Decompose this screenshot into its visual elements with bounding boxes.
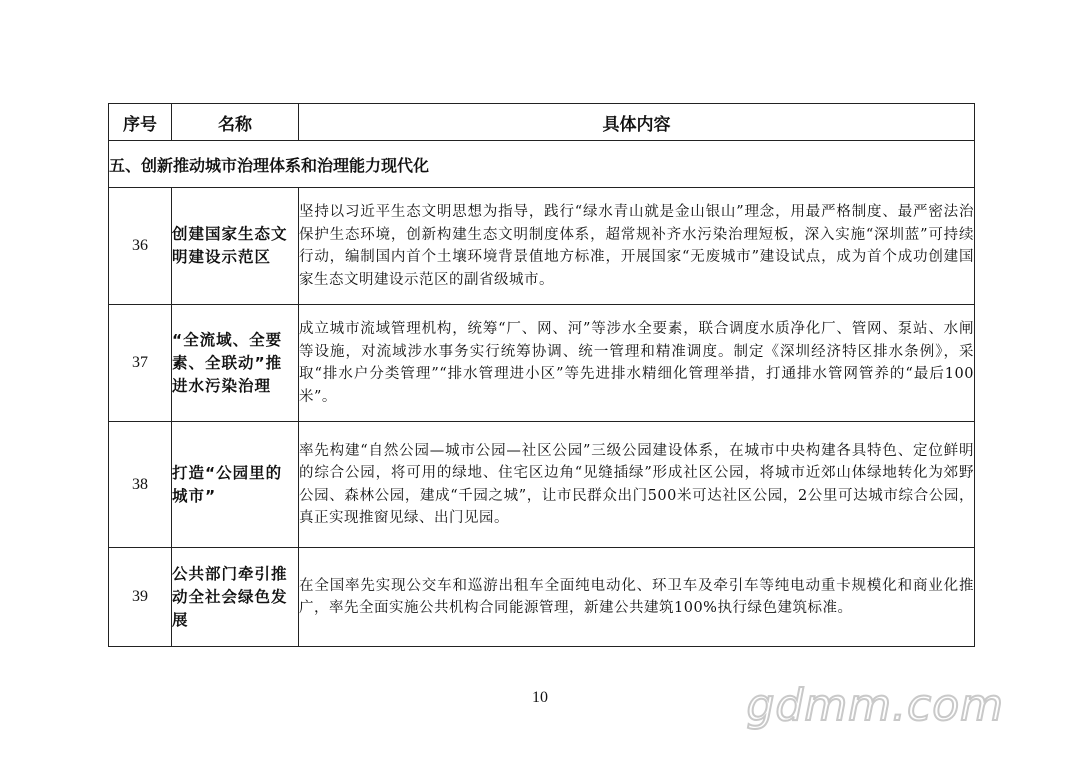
- page-number: 10: [532, 689, 548, 706]
- row-content: 率先构建“自然公园—城市公园—社区公园”三级公园建设体系，在城市中央构建各具特色、定位鲜明的综合公园，将可用的绿地、住宅区边角“见缝插绿”形成社区公园，将城市近郊山体绿地转化为郊野公园、森林公园，建成“千园之城”，让市民群众出门500米可达社区公园，2公里可达城市综合公园，真正实现推窗见绿、出门见园。: [299, 422, 975, 548]
- row-name: 公共部门牵引推动全社会绿色发展: [172, 548, 299, 647]
- header-content: 具体内容: [299, 104, 975, 141]
- table-row: [109, 188, 975, 305]
- table-row: [109, 422, 975, 548]
- row-content: 成立城市流域管理机构，统筹“厂、网、河”等涉水全要素，联合调度水质净化厂、管网、泵站、水闸等设施，对流域涉水事务实行统筹协调、统一管理和精准调度。制定《深圳经济特区排水条例》，采取“排水户分类管理”“排水管理进小区”等先进排水精细化管理举措，打通排水管网管养的“最后100米”。: [299, 305, 975, 422]
- row-number: 38: [109, 422, 172, 548]
- header-number: 序号: [109, 104, 172, 141]
- table-row: [109, 305, 975, 422]
- row-name: “全流域、全要素、全联动”推进水污染治理: [172, 305, 299, 422]
- content-table: [108, 103, 975, 647]
- section-title: 五、创新推动城市治理体系和治理能力现代化: [109, 141, 975, 188]
- row-number: 39: [109, 548, 172, 647]
- row-content: 在全国率先实现公交车和巡游出租车全面纯电动化、环卫车及牵引车等纯电动重卡规模化和商业化推广，率先全面实施公共机构合同能源管理，新建公共建筑100%执行绿色建筑标准。: [299, 548, 975, 647]
- watermark-logo: gdmm.com: [746, 680, 1004, 731]
- row-number: 37: [109, 305, 172, 422]
- header-name: 名称: [172, 104, 299, 141]
- row-content: 坚持以习近平生态文明思想为指导，践行“绿水青山就是金山银山”理念，用最严格制度、最严密法治保护生态环境，创新构建生态文明制度体系，超常规补齐水污染治理短板，深入实施“深圳蓝”可持续行动，编制国内首个土壤环境背景值地方标准，开展国家“无废城市”建设试点，成为首个成功创建国家生态文明建设示范区的副省级城市。: [299, 188, 975, 305]
- header-row: [109, 104, 975, 141]
- row-name: 打造“公园里的城市”: [172, 422, 299, 548]
- section-row: [109, 141, 975, 188]
- row-name: 创建国家生态文明建设示范区: [172, 188, 299, 305]
- row-number: 36: [109, 188, 172, 305]
- table-row: [109, 548, 975, 647]
